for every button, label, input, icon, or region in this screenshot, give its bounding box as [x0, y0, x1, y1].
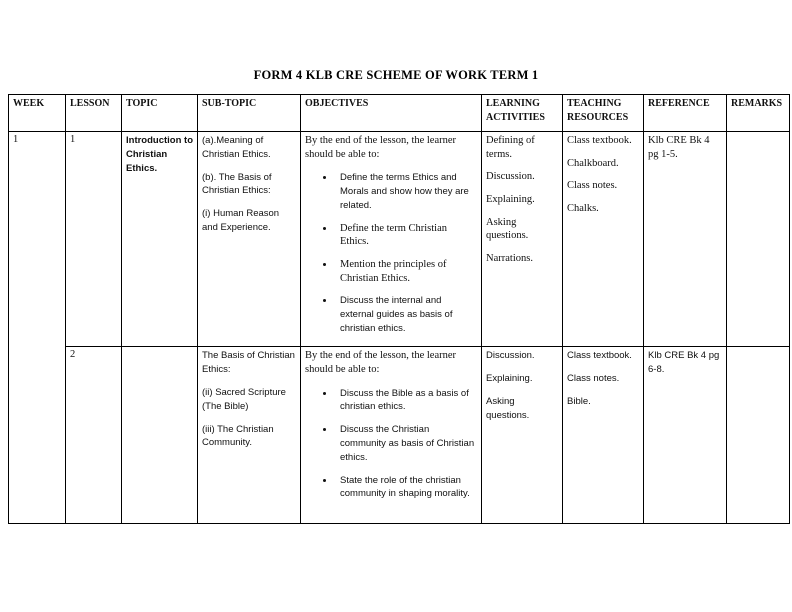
objective-item: • Define the term Christian Ethics. — [335, 222, 477, 249]
sub-topic-paragraph: (b). The Basis of Christian Ethics: — [202, 171, 272, 197]
reference-cell: Klb CRE Bk 4 pg 1-5. — [644, 132, 727, 347]
teaching-resource: Bible. — [567, 395, 591, 407]
sub-topic-paragraph: (iii) The Christian Community. — [202, 423, 274, 449]
objective-item: • Mention the principles of Christian Ethics. — [335, 258, 477, 285]
learning-activity: Narrations. — [486, 252, 533, 264]
header-objectives: OBJECTIVES — [301, 95, 482, 132]
header-teaching-resources: TEACHING RESOURCES — [563, 95, 644, 132]
header-week: WEEK — [9, 95, 66, 132]
header-remarks: REMARKS — [727, 95, 790, 132]
teaching-resource: Chalkboard. — [567, 157, 619, 169]
objectives-intro: By the end of the lesson, the learner should be able to: — [305, 135, 457, 160]
objectives-list — [305, 171, 477, 335]
remarks-cell — [727, 132, 790, 347]
table-row-lesson-1 — [9, 132, 790, 347]
objective-item: • Discuss the Bible as a basis of christian ethics. — [335, 387, 477, 415]
learning-activities-cell — [482, 347, 563, 524]
learning-activity: Defining of terms. — [486, 135, 535, 160]
table-row-lesson-2 — [9, 347, 790, 524]
remarks-cell — [727, 347, 790, 524]
teaching-resource: Class notes. — [567, 180, 618, 192]
objective-item: • Define the terms Ethics and Morals and show how they are related. — [335, 171, 477, 212]
reference-cell: Klb CRE Bk 4 pg 6-8. — [644, 347, 727, 524]
objectives-cell — [301, 347, 482, 524]
objectives-cell — [301, 132, 482, 347]
lesson-cell: 2 — [66, 347, 122, 524]
header-learning-activities: LEARNING ACTIVITIES — [482, 95, 563, 132]
sub-topic-paragraph: (a).Meaning of Christian Ethics. — [202, 135, 271, 160]
objectives-list — [305, 387, 477, 501]
table-header-row — [9, 95, 790, 132]
sub-topic-cell — [198, 132, 301, 347]
topic-cell: Introduction to Christian Ethics. — [122, 132, 198, 347]
week-cell: 1 — [9, 132, 66, 524]
lesson-cell: 1 — [66, 132, 122, 347]
sub-topic-paragraph: The Basis of Christian Ethics: — [202, 350, 295, 376]
header-reference: REFERENCE — [644, 95, 727, 132]
teaching-resources-cell — [563, 132, 644, 347]
sub-topic-paragraph: (ii) Sacred Scripture (The Bible) — [202, 386, 286, 412]
scheme-of-work-table — [8, 94, 790, 524]
learning-activity: Asking questions. — [486, 216, 529, 242]
topic-cell — [122, 347, 198, 524]
teaching-resource: Class notes. — [567, 373, 620, 385]
sub-topic-cell — [198, 347, 301, 524]
learning-activity: Asking questions. — [486, 395, 530, 421]
header-sub-topic: SUB-TOPIC — [198, 95, 301, 132]
document-title: FORM 4 KLB CRE SCHEME OF WORK TERM 1 — [253, 68, 539, 82]
teaching-resource: Class textbook. — [567, 350, 632, 362]
teaching-resource: Chalks. — [567, 202, 599, 214]
learning-activities-cell — [482, 132, 563, 347]
header-lesson: LESSON — [66, 95, 122, 132]
learning-activity: Explaining. — [486, 193, 535, 205]
objective-item: • Discuss the internal and external guides as basis of christian ethics. — [335, 294, 477, 335]
sub-topic-paragraph: (i) Human Reason and Experience. — [202, 208, 280, 233]
learning-activity: Explaining. — [486, 373, 533, 385]
learning-activity: Discussion. — [486, 350, 535, 362]
objective-item: • Discuss the Christian community as basis of Christian ethics. — [335, 423, 477, 464]
learning-activity: Discussion. — [486, 171, 535, 183]
objectives-intro: By the end of the lesson, the learner should be able to: — [305, 350, 457, 376]
header-topic: TOPIC — [122, 95, 198, 132]
teaching-resources-cell — [563, 347, 644, 524]
teaching-resource: Class textbook. — [567, 135, 632, 146]
objective-item: • State the role of the christian community in shaping morality. — [335, 474, 477, 502]
